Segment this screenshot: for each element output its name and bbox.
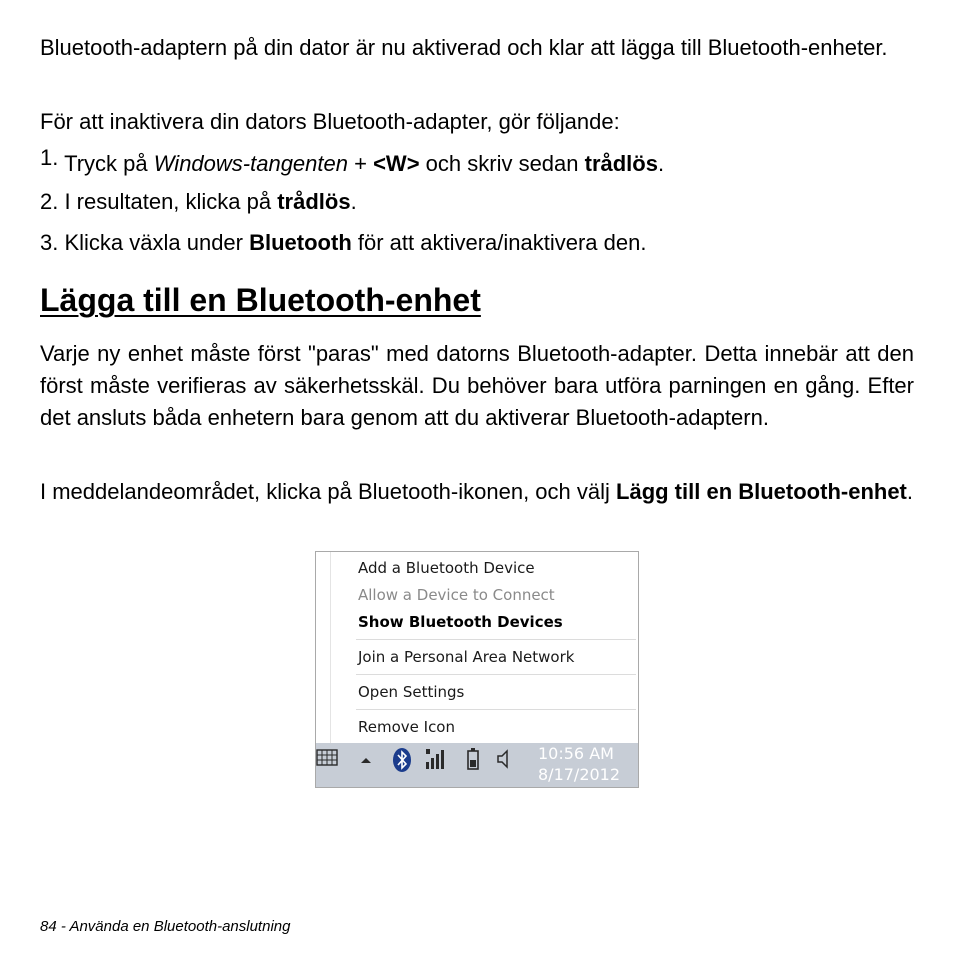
bluetooth-icon[interactable]: [392, 747, 412, 778]
taskbar: [316, 743, 638, 788]
bluetooth-menu-screenshot: [315, 551, 639, 788]
step-1-windows-key: Windows-tangenten: [153, 151, 348, 176]
step-1-text-e: och skriv sedan: [419, 151, 585, 176]
signal-bars-icon[interactable]: [424, 747, 446, 776]
speaker-icon[interactable]: [495, 747, 513, 776]
pairing-paragraph: Varje ny enhet måste först "paras" med datorns Bluetooth-adapter. Detta innebär att den först måste verifieras av säkerhetsskäl. Du behöver bara utföra parningen en gång. Efter det ansluts båda enhetern bara genom att du aktiverar Bluetooth-adaptern.: [40, 341, 914, 430]
menu-separator: [356, 639, 636, 640]
menu-separator: [356, 709, 636, 710]
menu-item-remove-icon[interactable]: Remove Icon: [358, 718, 455, 736]
step-1-number: 1.: [40, 145, 59, 170]
step-3-bluetooth: Bluetooth: [249, 230, 352, 255]
page-footer: 84 - Använda en Bluetooth-anslutning: [40, 918, 291, 935]
step-2-text: 2. I resultaten, klicka på: [40, 189, 278, 214]
step-1-period: .: [657, 151, 665, 176]
menu-item-allow-device: Allow a Device to Connect: [358, 586, 555, 604]
step-2: [40, 186, 914, 218]
step-1-wireless: trådlös: [584, 151, 658, 176]
step-3: [40, 227, 914, 259]
step-2-wireless: trådlös: [277, 189, 351, 214]
notification-text: I meddelandeområdet, klicka på Bluetooth-ikonen, och välj: [40, 479, 617, 504]
section-heading: Lägga till en Bluetooth-enhet: [40, 282, 481, 318]
disable-intro: För att inaktivera din dators Bluetooth-adapter, gör följande:: [40, 109, 620, 134]
step-1-plus: +: [348, 151, 374, 176]
menu-item-add-device[interactable]: Add a Bluetooth Device: [358, 559, 535, 577]
menu-separator: [356, 674, 636, 675]
menu-item-join-pan[interactable]: Join a Personal Area Network: [358, 648, 575, 666]
context-menu: [316, 552, 638, 743]
step-3-rest: för att aktivera/inaktivera den.: [351, 230, 647, 255]
notification-period: .: [906, 479, 914, 504]
step-3-text: 3. Klicka växla under: [40, 230, 250, 255]
clock-date: 8/17/2012: [538, 765, 621, 784]
menu-item-show-devices[interactable]: Show Bluetooth Devices: [358, 613, 563, 631]
add-device-label: Lägg till en Bluetooth-enhet: [616, 479, 907, 504]
menu-gutter: [316, 552, 331, 743]
step-1: [40, 145, 914, 180]
chevron-up-icon[interactable]: [359, 751, 373, 772]
step-1-w-key: <W>: [373, 151, 420, 176]
menu-item-open-settings[interactable]: Open Settings: [358, 683, 465, 701]
taskbar-clock[interactable]: [538, 743, 620, 785]
battery-icon[interactable]: [465, 747, 481, 776]
step-2-period: .: [350, 189, 357, 214]
clock-time: 10:56 AM: [538, 744, 614, 763]
notification-paragraph: [40, 476, 914, 508]
intro-paragraph: Bluetooth-adaptern på din dator är nu aktiverad och klar att lägga till Bluetooth-enheter.: [40, 35, 888, 60]
keyboard-icon[interactable]: [316, 747, 340, 774]
step-1-text-a: Tryck på: [64, 151, 154, 176]
